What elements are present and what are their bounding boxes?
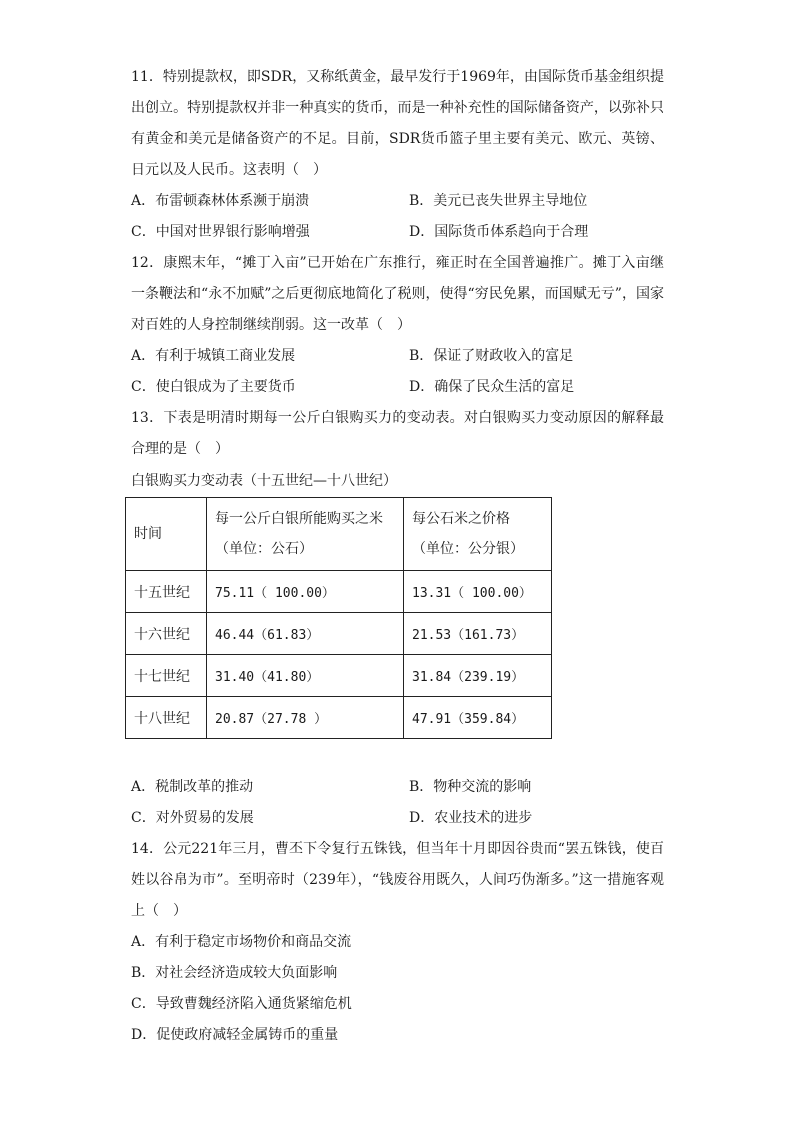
silver-purchasing-power-table [125,497,552,739]
question-14-option-c[interactable]: C．导致曹魏经济陷入通货紧缩危机 [131,996,352,1012]
question-12-options-row-2 [131,372,664,403]
question-14-option-d[interactable]: D．促使政府减轻金属铸币的重量 [131,1027,339,1043]
question-13-options-row-1 [131,772,664,803]
question-12-option-c[interactable]: C．使白银成为了主要货币 [131,379,296,395]
question-13-option-a[interactable]: A．税制改革的推动 [131,779,254,795]
table-row [126,655,552,697]
question-14-option-a[interactable]: A．有利于稳定市场物价和商品交流 [131,934,352,950]
question-13-option-c[interactable]: C．对外贸易的发展 [131,810,254,826]
table-row [126,697,552,739]
table-row [126,571,552,613]
question-11 [131,62,664,248]
table-cell: 75.11（ 100.00） [207,571,404,613]
question-11-options-row-1 [131,186,664,217]
question-13-option-b[interactable]: B．物种交流的影响 [409,779,532,795]
table-cell: 20.87（27.78 ） [207,697,404,739]
question-12-option-d[interactable]: D．确保了民众生活的富足 [409,379,575,395]
question-14 [131,834,664,1051]
table-cell: 31.40（41.80） [207,655,404,697]
question-12 [131,248,664,403]
question-11-options-row-2 [131,217,664,248]
header-cell-rice-price: 每公石米之价格 （单位：公分银） [404,498,552,571]
table-cell: 47.91（359.84） [404,697,552,739]
table-row [126,613,552,655]
question-11-option-a[interactable]: A．布雷顿森林体系濒于崩溃 [131,193,310,209]
question-13-options-row-2 [131,803,664,834]
question-11-option-c[interactable]: C．中国对世界银行影响增强 [131,224,310,240]
question-11-option-d[interactable]: D．国际货币体系趋向于合理 [409,224,589,240]
question-13-options [131,772,664,834]
question-12-options-row-1 [131,341,664,372]
question-12-option-a[interactable]: A．有利于城镇工商业发展 [131,348,296,364]
question-12-stem: 12．康熙末年，“摊丁入亩”已开始在广东推行，雍正时在全国普遍推广。摊丁入亩继一条鞭法和“永不加赋”之后更彻底地简化了税则，使得“穷民免累，而国赋无亏”，国家对百姓的人身控制继续削弱。这一改革（ ） [131,255,664,333]
table-cell: 十五世纪 [126,571,207,613]
table-cell: 46.44（61.83） [207,613,404,655]
question-14-stem: 14．公元221年三月，曹丕下令复行五铢钱，但当年十月即因谷贵而“罢五铢钱，使百姓以谷帛为市”。至明帝时（239年），“钱废谷用既久，人间巧伪渐多。”这一措施客观上（ ） [131,841,664,919]
question-13-stem: 13．下表是明清时期每一公斤白银购买力的变动表。对白银购买力变动原因的解释最合理的是（ ） [131,410,664,457]
table-cell: 十八世纪 [126,697,207,739]
table-cell: 十七世纪 [126,655,207,697]
table-cell: 21.53（161.73） [404,613,552,655]
table-caption: 白银购买力变动表（十五世纪—十八世纪） [131,473,397,489]
question-13-option-d[interactable]: D．农业技术的进步 [409,810,533,826]
table-cell: 31.84（239.19） [404,655,552,697]
question-13 [131,403,664,465]
question-14-option-b[interactable]: B．对社会经济造成较大负面影响 [131,965,338,981]
question-12-option-b[interactable]: B．保证了财政收入的富足 [409,348,574,364]
table-cell: 十六世纪 [126,613,207,655]
table-cell: 13.31（ 100.00） [404,571,552,613]
table-header-row [126,498,552,571]
header-cell-rice-per-kg: 每一公斤白银所能购买之米 （单位：公石） [207,498,404,571]
question-11-option-b[interactable]: B．美元已丧失世界主导地位 [409,193,588,209]
question-11-stem: 11．特别提款权，即SDR，又称纸黄金，最早发行于1969年，由国际货币基金组织提出创立。特别提款权并非一种真实的货币，而是一种补充性的国际储备资产，以弥补只有黄金和美元是储备资产的不足。目前，SDR货币篮子里主要有美元、欧元、英镑、日元以及人民币。这表明（ ） [131,69,664,178]
header-cell-time: 时间 [126,498,207,571]
